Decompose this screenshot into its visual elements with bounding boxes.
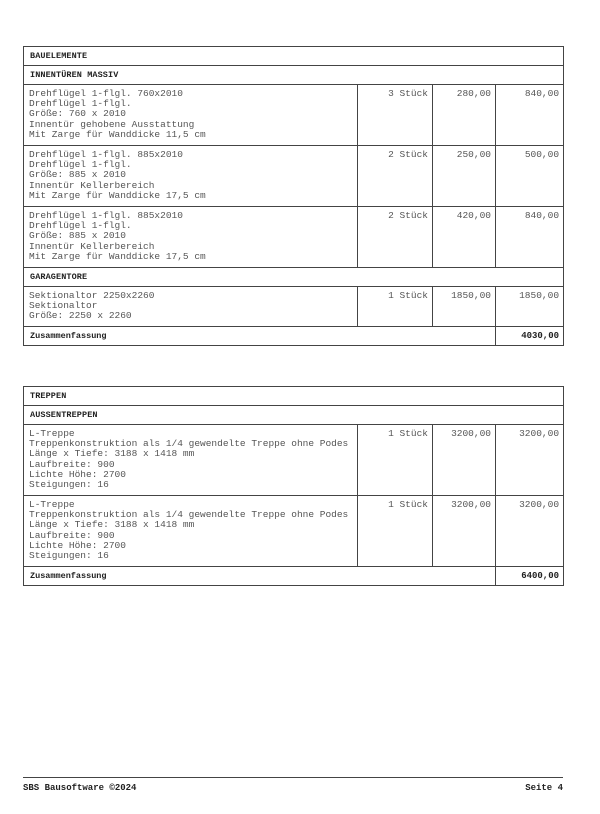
item-description: L-Treppe Treppenkonstruktion als 1/4 gewendelte Treppe ohne Podes Länge x Tiefe: 3188 x 1418 mm Laufbreite: 900 Lichte Höhe: 2700 Steigungen: 16 [24, 496, 358, 567]
summary-row [24, 327, 564, 346]
item-description: Drehflügel 1-flgl. 760x2010 Drehflügel 1-flgl. Größe: 760 x 2010 Innentür gehobene Ausstattung Mit Zarge für Wanddicke 11,5 cm [24, 85, 358, 146]
item-quantity: 1 Stück [358, 425, 433, 496]
item-quantity: 2 Stück [358, 146, 433, 207]
subgroup-title: AUSSENTREPPEN [24, 406, 564, 425]
footer-copyright: SBS Bausoftware ©2024 [23, 783, 137, 793]
summary-value: 4030,00 [496, 327, 564, 346]
table-row [24, 496, 564, 567]
item-total: 1850,00 [496, 287, 564, 327]
item-quantity: 1 Stück [358, 496, 433, 567]
item-total: 840,00 [496, 85, 564, 146]
item-description: Sektionaltor 2250x2260 Sektionaltor Größe: 2250 x 2260 [24, 287, 358, 327]
item-description: L-Treppe Treppenkonstruktion als 1/4 gewendelte Treppe ohne Podes Länge x Tiefe: 3188 x 1418 mm Laufbreite: 900 Lichte Höhe: 2700 Steigungen: 16 [24, 425, 358, 496]
item-unit-price: 280,00 [433, 85, 496, 146]
item-total: 3200,00 [496, 425, 564, 496]
footer-divider [23, 777, 563, 778]
item-unit-price: 3200,00 [433, 425, 496, 496]
item-description: Drehflügel 1-flgl. 885x2010 Drehflügel 1-flgl. Größe: 885 x 2010 Innentür Kellerbereich Mit Zarge für Wanddicke 17,5 cm [24, 146, 358, 207]
table-row [24, 146, 564, 207]
item-description: Drehflügel 1-flgl. 885x2010 Drehflügel 1-flgl. Größe: 885 x 2010 Innentür Kellerbereich Mit Zarge für Wanddicke 17,5 cm [24, 207, 358, 268]
item-total: 3200,00 [496, 496, 564, 567]
section-table-bauelemente [23, 46, 564, 346]
summary-value: 6400,00 [496, 567, 564, 586]
item-unit-price: 3200,00 [433, 496, 496, 567]
section-title: TREPPEN [24, 387, 564, 406]
subgroup-title: GARAGENTORE [24, 268, 564, 287]
table-row [24, 287, 564, 327]
summary-label: Zusammenfassung [24, 567, 496, 586]
item-total: 500,00 [496, 146, 564, 207]
item-unit-price: 420,00 [433, 207, 496, 268]
table-row [24, 85, 564, 146]
item-quantity: 3 Stück [358, 85, 433, 146]
item-quantity: 2 Stück [358, 207, 433, 268]
summary-label: Zusammenfassung [24, 327, 496, 346]
section-title: BAUELEMENTE [24, 47, 564, 66]
item-total: 840,00 [496, 207, 564, 268]
item-unit-price: 1850,00 [433, 287, 496, 327]
table-row [24, 425, 564, 496]
subgroup-title: INNENTÜREN MASSIV [24, 66, 564, 85]
page-number: Seite 4 [525, 783, 563, 793]
table-row [24, 207, 564, 268]
summary-row [24, 567, 564, 586]
item-unit-price: 250,00 [433, 146, 496, 207]
section-table-treppen [23, 386, 564, 586]
item-quantity: 1 Stück [358, 287, 433, 327]
